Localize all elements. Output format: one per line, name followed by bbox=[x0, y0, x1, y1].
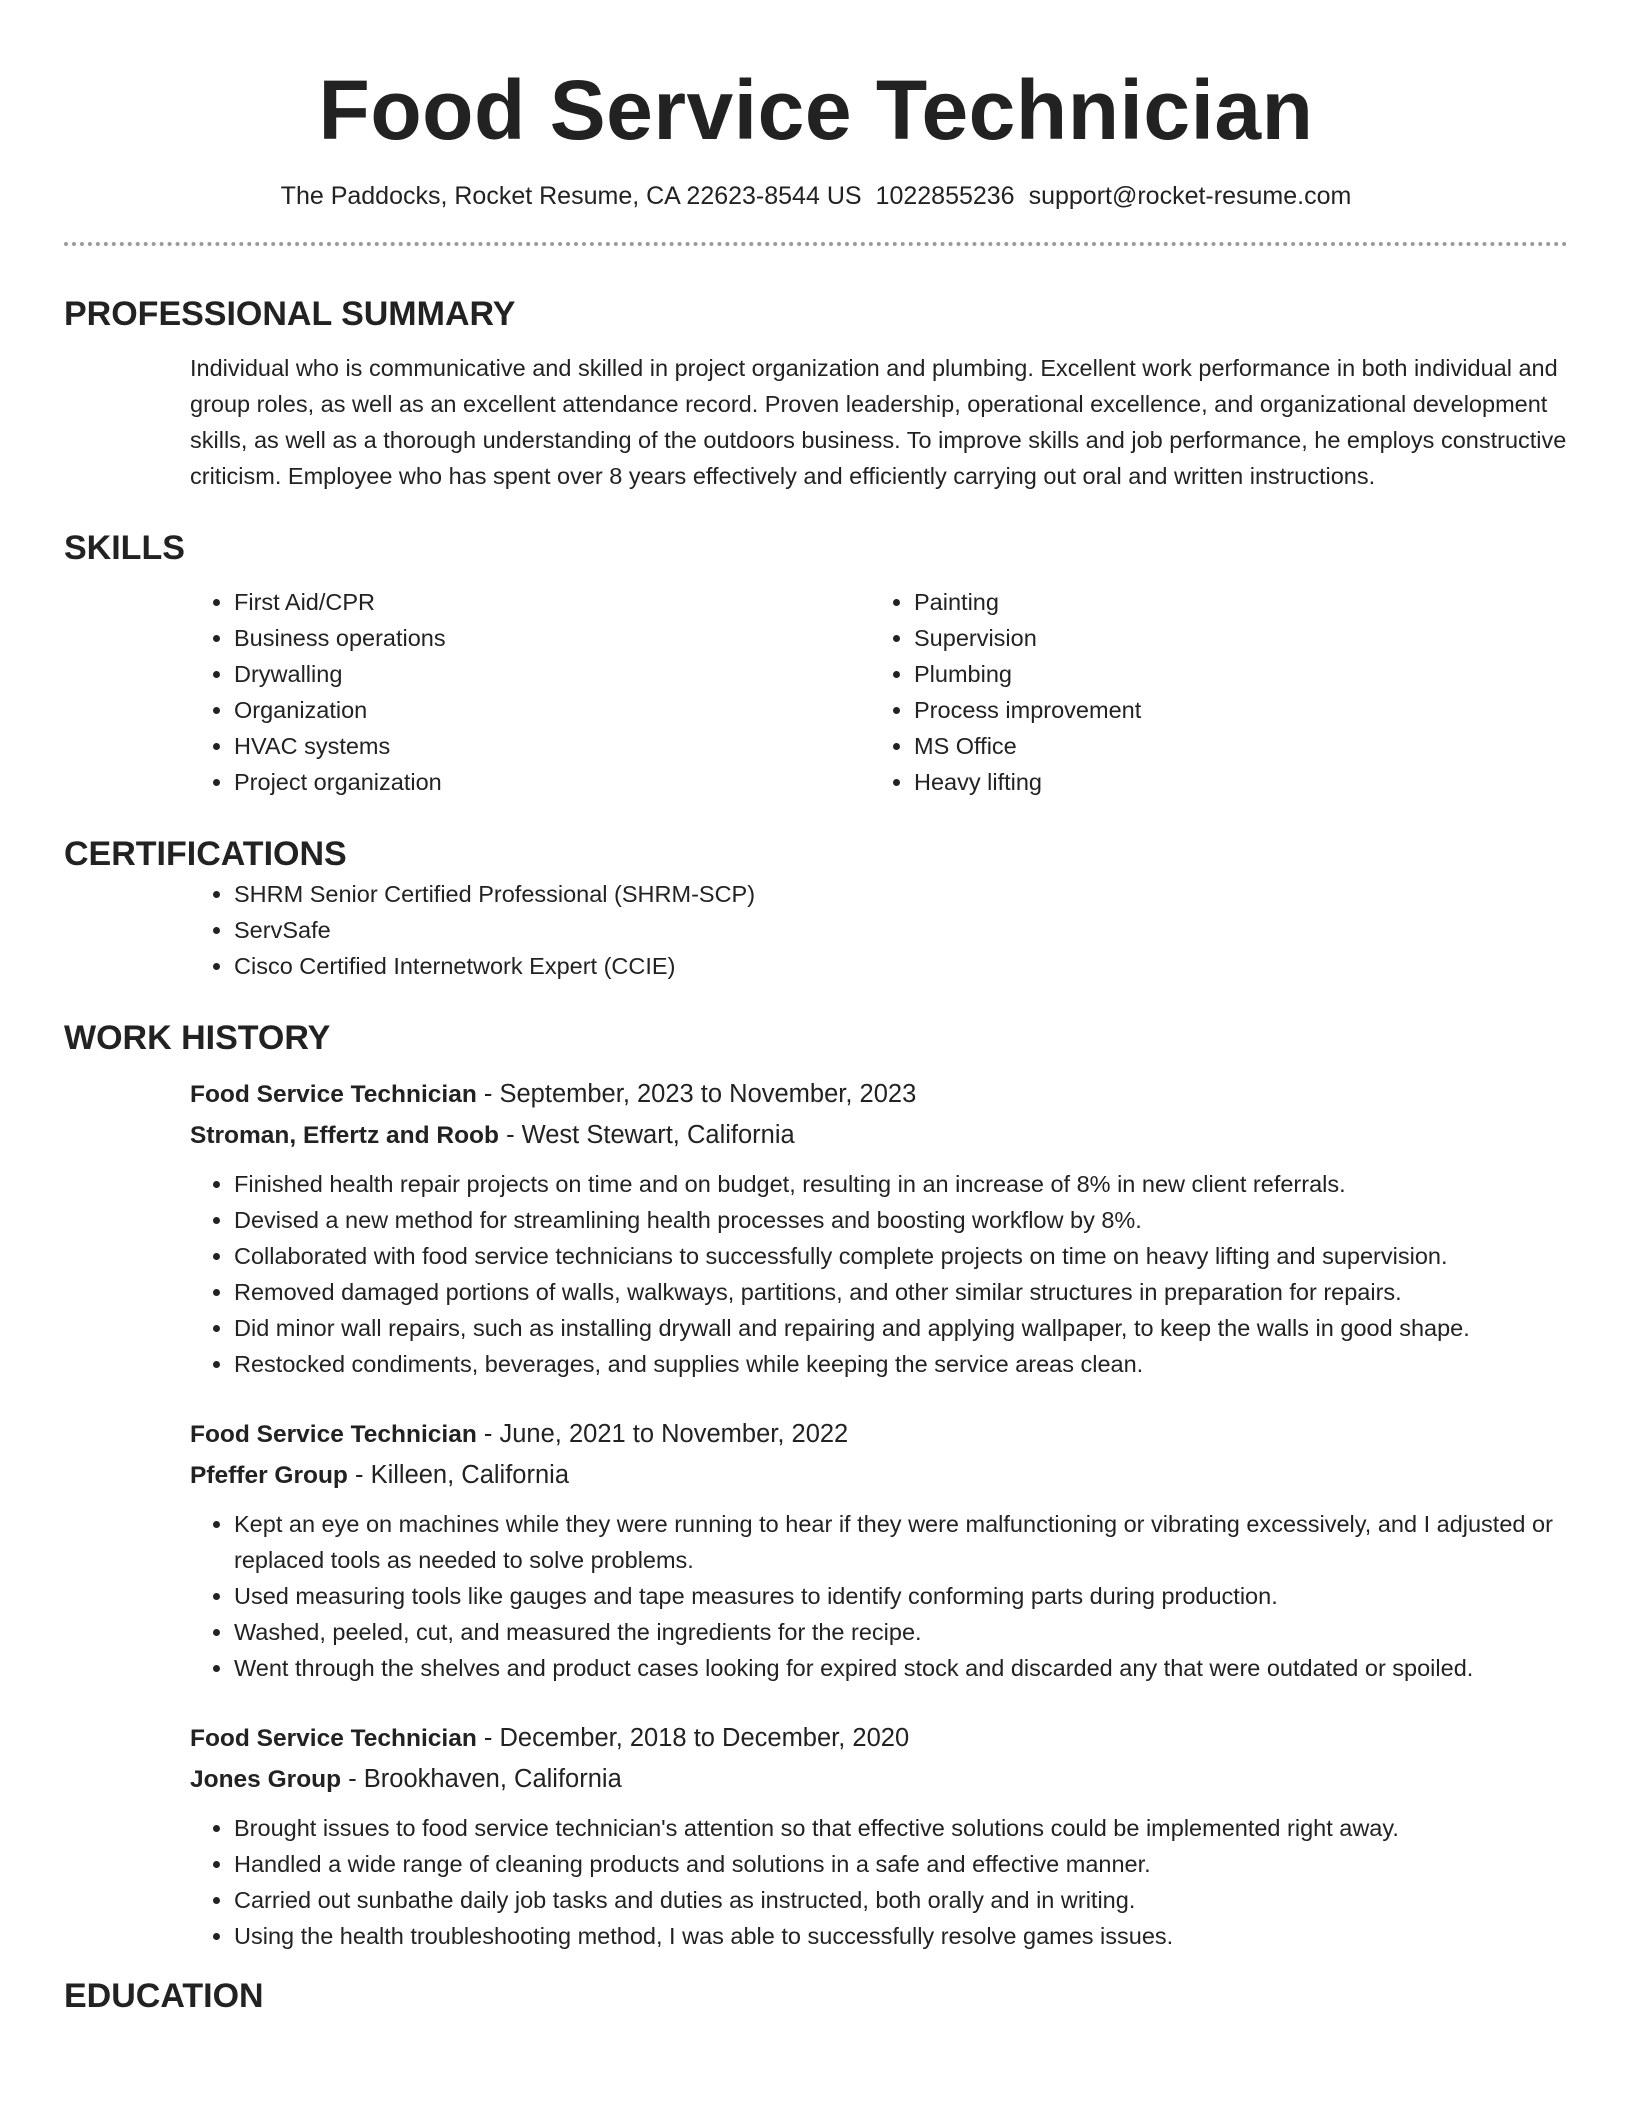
job-location: - Killeen, California bbox=[347, 1461, 570, 1489]
certification-item: • ServSafe bbox=[234, 912, 1568, 948]
job-bullet: • Went through the shelves and product cases looking for expired stock and discarded any that were outdated or spoiled. bbox=[234, 1650, 1568, 1686]
job-role-line bbox=[190, 1074, 1568, 1115]
job-dates: - September, 2023 to November, 2023 bbox=[476, 1080, 917, 1108]
skill-item: • Project organization bbox=[234, 764, 870, 800]
job-location: - Brookhaven, California bbox=[341, 1765, 622, 1793]
job-bullet: • Collaborated with food service technicians to successfully complete projects on time on heavy lifting and supervision. bbox=[234, 1238, 1568, 1274]
contact-address: The Paddocks, Rocket Resume, CA 22623-8544 US bbox=[280, 182, 862, 210]
job-bullet-list bbox=[190, 1166, 1568, 1382]
job-role: Food Service Technician bbox=[190, 1081, 477, 1108]
contact-line bbox=[64, 178, 1568, 214]
summary-text: Individual who is communicative and skilled in project organization and plumbing. Excellent work performance in both individual and group roles, as well as an excellent attendance record. Proven leadership, operational excellence, and organizational development skills, as well as a thorough understanding of the outdoors business. To improve skills and job performance, he employs constructive criticism. Employee who has spent over 8 years effectively and efficiently carrying out oral and written instructions. bbox=[190, 355, 1567, 489]
job-bullet: • Handled a wide range of cleaning products and solutions in a safe and effective manner. bbox=[234, 1846, 1568, 1882]
job-dates: - June, 2021 to November, 2022 bbox=[476, 1420, 849, 1448]
skill-item: • Organization bbox=[234, 692, 870, 728]
skill-item: • Process improvement bbox=[914, 692, 1141, 728]
job-role-line bbox=[190, 1414, 1568, 1455]
contact-phone: 1022855236 bbox=[875, 182, 1015, 210]
skill-item: • Heavy lifting bbox=[914, 764, 1141, 800]
certification-item: • Cisco Certified Internetwork Expert (CCIE) bbox=[234, 948, 1568, 984]
header-divider bbox=[64, 242, 1568, 246]
job-company-line bbox=[190, 1115, 1568, 1156]
skills-column-right bbox=[870, 584, 1141, 800]
job-dates: - December, 2018 to December, 2020 bbox=[476, 1724, 910, 1752]
job-location: - West Stewart, California bbox=[498, 1121, 795, 1149]
job-entry bbox=[190, 1074, 1568, 1382]
job-company-line bbox=[190, 1759, 1568, 1800]
job-bullet: • Washed, peeled, cut, and measured the ingredients for the recipe. bbox=[234, 1614, 1568, 1650]
job-company-line bbox=[190, 1455, 1568, 1496]
summary-heading: PROFESSIONAL SUMMARY bbox=[64, 295, 516, 333]
certifications-heading: CERTIFICATIONS bbox=[64, 835, 347, 873]
skill-item: • Supervision bbox=[914, 620, 1141, 656]
skill-item: • Business operations bbox=[234, 620, 870, 656]
skill-item: • HVAC systems bbox=[234, 728, 870, 764]
job-bullet: • Removed damaged portions of walls, walkways, partitions, and other similar structures in preparation for repairs. bbox=[234, 1274, 1568, 1310]
skill-item: • Painting bbox=[914, 584, 1141, 620]
job-company: Stroman, Effertz and Roob bbox=[190, 1122, 499, 1149]
certifications-list bbox=[190, 876, 1568, 984]
job-entry bbox=[190, 1414, 1568, 1686]
skill-item: • Drywalling bbox=[234, 656, 870, 692]
skill-item: • First Aid/CPR bbox=[234, 584, 870, 620]
job-bullet: • Used measuring tools like gauges and tape measures to identify conforming parts during production. bbox=[234, 1578, 1568, 1614]
skills-heading: SKILLS bbox=[64, 529, 185, 567]
job-bullet: • Devised a new method for streamlining health processes and boosting workflow by 8%. bbox=[234, 1202, 1568, 1238]
skills-column-left bbox=[190, 584, 870, 800]
job-company: Pfeffer Group bbox=[190, 1462, 348, 1489]
job-bullet-list bbox=[190, 1506, 1568, 1686]
certification-item: • SHRM Senior Certified Professional (SHRM-SCP) bbox=[234, 876, 1568, 912]
job-bullet: • Finished health repair projects on time and on budget, resulting in an increase of 8% in new client referrals. bbox=[234, 1166, 1568, 1202]
job-company: Jones Group bbox=[190, 1766, 342, 1793]
job-role: Food Service Technician bbox=[190, 1725, 477, 1752]
job-bullet: • Brought issues to food service technician's attention so that effective solutions could be implemented right away. bbox=[234, 1810, 1568, 1846]
job-bullet: • Carried out sunbathe daily job tasks and duties as instructed, both orally and in writing. bbox=[234, 1882, 1568, 1918]
resume-name: Food Service Technician bbox=[318, 63, 1314, 157]
skills-grid bbox=[190, 584, 1568, 800]
skill-item: • MS Office bbox=[914, 728, 1141, 764]
job-entry bbox=[190, 1718, 1568, 1954]
job-bullet: • Did minor wall repairs, such as installing drywall and repairing and applying wallpaper, to keep the walls in good shape. bbox=[234, 1310, 1568, 1346]
work-history-heading: WORK HISTORY bbox=[64, 1019, 331, 1057]
job-bullet-list bbox=[190, 1810, 1568, 1954]
job-role: Food Service Technician bbox=[190, 1421, 477, 1448]
skill-item: • Plumbing bbox=[914, 656, 1141, 692]
resume-page bbox=[64, 0, 1568, 2018]
job-bullet: • Using the health troubleshooting method, I was able to successfully resolve games issues. bbox=[234, 1918, 1568, 1954]
job-role-line bbox=[190, 1718, 1568, 1759]
education-heading: EDUCATION bbox=[64, 1977, 264, 2015]
contact-email: support@rocket-resume.com bbox=[1028, 182, 1352, 210]
job-bullet: • Restocked condiments, beverages, and supplies while keeping the service areas clean. bbox=[234, 1346, 1568, 1382]
job-bullet: • Kept an eye on machines while they were running to hear if they were malfunctioning or vibrating excessively, and I adjusted or replaced tools as needed to solve problems. bbox=[234, 1506, 1568, 1578]
